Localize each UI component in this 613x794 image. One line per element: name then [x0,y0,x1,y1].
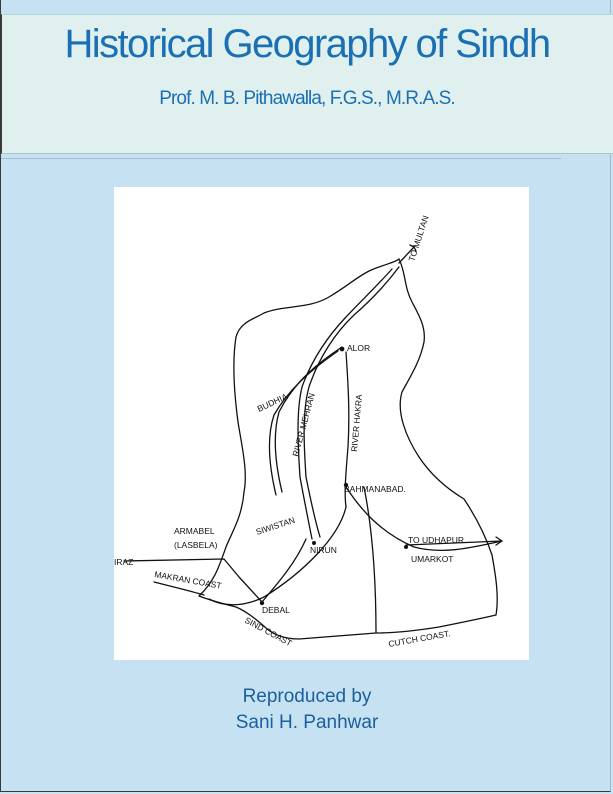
label-iraz: IRAZ [114,557,134,567]
label-siwistan: SIWISTAN [254,514,297,537]
sindh-map-drawing [114,187,529,660]
book-title: Historical Geography of Sindh [64,22,550,66]
label-armabel: ARMABEL [174,526,215,536]
label-budhia: BUDHIA [255,391,289,414]
divider [1,158,561,159]
sindh-map [114,187,529,660]
label-to-udhapur: TO UDHAPUR. [408,535,467,545]
alor-marker [340,347,345,352]
label-to-multan: TO MULTAN [406,214,431,263]
label-umarkot: UMARKOT [411,554,454,564]
label-river-hakra: RIVER HAKRA [349,393,365,453]
label-debal: DEBAL [262,605,290,615]
label-nirun: NIRUN [310,545,337,555]
credit-line-1: Reproduced by [242,686,372,707]
label-cutch-coast: CUTCH COAST. [387,628,452,649]
author-line: Prof. M. B. Pithawalla, F.G.S., M.R.A.S. [159,88,455,109]
label-sind-coast: SIND COAST [243,614,294,649]
label-makran-coast: MAKRAN COAST [153,569,223,591]
label-alor: ALOR [347,343,371,353]
east-spur [364,487,376,633]
credit-line-2: Sani H. Panhwar [235,712,379,733]
umarkot-marker [404,545,408,549]
river-mehran-line [304,267,399,537]
label-lasbela: (LASBELA) [174,540,218,550]
label-bahmanabad: BAHMANABAD. [344,484,406,494]
label-river-mehran: RIVER MEHRAN [290,391,317,458]
